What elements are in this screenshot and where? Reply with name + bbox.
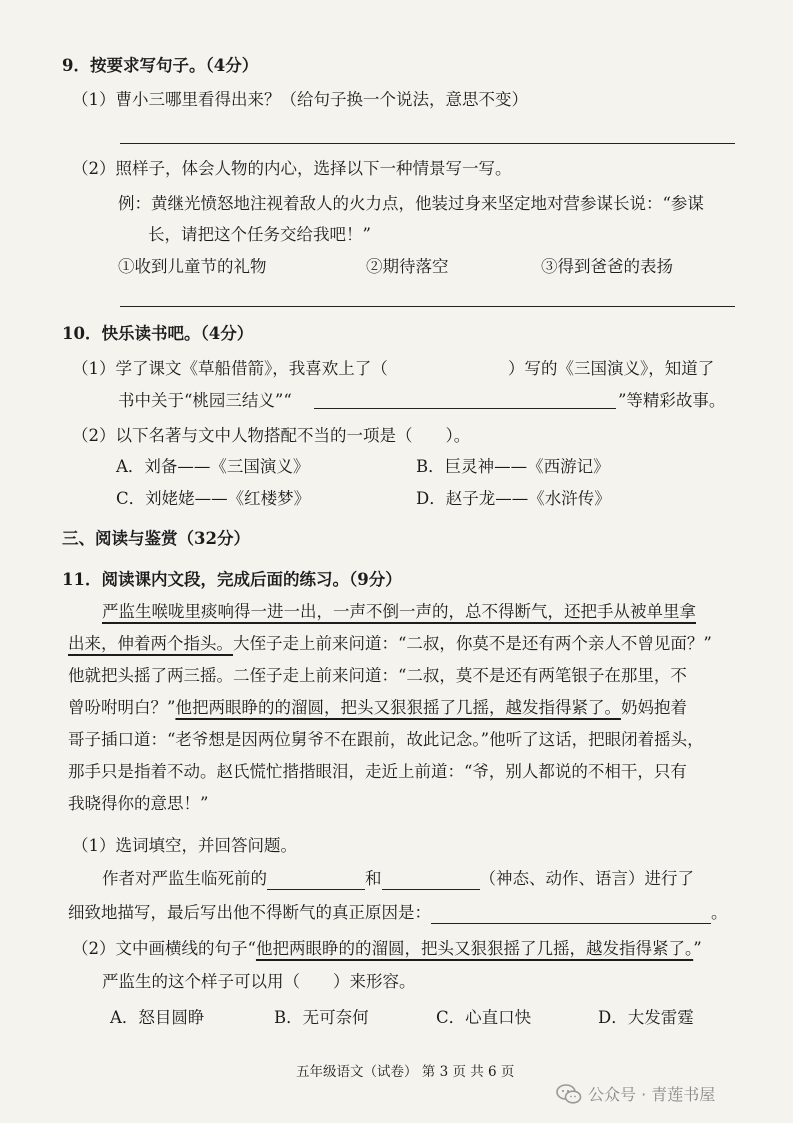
q10-part1-d: ”等精彩故事。	[618, 391, 726, 410]
q10-option-d: D．赵子龙——《水浒传》	[416, 489, 611, 508]
passage-line-2	[68, 633, 712, 655]
wechat-icon	[556, 1084, 582, 1104]
q11-option-d: D．大发雷霆	[598, 1008, 694, 1027]
q10-part2: （2）以下名著与文中人物搭配不当的一项是（ ）。	[72, 426, 471, 445]
passage-text: 奶妈抱着	[620, 698, 687, 717]
fill-blank-1[interactable]	[267, 871, 365, 890]
q10-part1-c: 书中关于“桃园三结义”“	[118, 391, 292, 410]
prompt-text: （神态、动作、语言）进行了	[479, 869, 694, 888]
q10-part1-a: （1）学了课文《草船借箭》，我喜欢上了（	[72, 359, 388, 378]
q9-part1: （1）曹小三哪里看得出来？（给句子换一个说法，意思不变）	[72, 90, 528, 109]
q10-story-blank[interactable]	[314, 390, 616, 409]
q11-sub1-line2	[68, 902, 728, 924]
page-footer: 五年级语文（试卷） 第 3 页 共 6 页	[296, 1064, 515, 1080]
q10-part1-b: ）写的《三国演义》，知道了	[508, 359, 715, 378]
q9-answer-line-2[interactable]	[120, 306, 735, 307]
quoted-underlined-sentence: 他把两眼睁的的溜圆，把头又狠狠摇了几摇，越发指得紧了。	[255, 939, 694, 958]
passage-line-6: 那手只是指着不动。赵氏慌忙揩揩眼泪，走近上前道：“爷，别人都说的不相干，只有	[68, 762, 687, 781]
prompt-text: ”	[693, 939, 702, 958]
section3-title: 三、阅读与鉴赏（32分）	[62, 529, 250, 548]
q9-part2: （2）照样子，体会人物的内心，选择以下一种情景写一写。	[72, 159, 512, 178]
q9-option-2: ②期待落空	[366, 257, 449, 276]
q11-sub1: （1）选词填空，并回答问题。	[72, 836, 297, 855]
q10-option-a: A．刘备——《三国演义》	[116, 457, 310, 476]
q11-option-b: B．无可奈何	[274, 1008, 369, 1027]
q11-title: 11．阅读课内文段，完成后面的练习。（9分）	[62, 570, 402, 589]
prompt-text: 作者对严监生临死前的	[102, 869, 267, 888]
prompt-text: 和	[365, 869, 382, 888]
passage-line-4	[68, 697, 687, 719]
passage-line-7: 我晓得你的意思！”	[68, 794, 209, 813]
q11-sub1-line1	[102, 868, 694, 890]
prompt-text: 。	[711, 903, 728, 922]
watermark-text: 公众号 · 青莲书屋	[588, 1085, 716, 1104]
q9-option-3: ③得到爸爸的表扬	[541, 257, 673, 276]
q9-option-1: ①收到儿童节的礼物	[118, 257, 267, 276]
underlined-sentence-2: 他把两眼睁的的溜圆，把头又狠狠摇了几摇，越发指得紧了。	[175, 698, 621, 717]
q10-option-c: C．刘姥姥——《红楼梦》	[116, 489, 311, 508]
q9-example-line1: 例：黄继光愤怒地注视着敌人的火力点，他装过身来坚定地对营参谋长说：“参谋	[118, 194, 704, 213]
q11-option-a: A．怒目圆睁	[110, 1008, 205, 1027]
fill-blank-2[interactable]	[382, 871, 480, 890]
q11-option-c: C．心直口快	[436, 1008, 532, 1027]
passage-line-1	[102, 601, 696, 623]
watermark	[556, 1082, 715, 1105]
passage-line-5: 哥子插口道：“老爷想是因两位舅爷不在跟前，故此记念。”他听了这话，把眼闭着摇头，	[68, 730, 704, 749]
underlined-sentence-1: 严监生喉咙里痰响得一进一出，一声不倒一声的，总不得断气，还把手从被单里拿	[102, 602, 696, 621]
prompt-text: （2）文中画横线的句子“	[72, 939, 256, 958]
q11-sub2-line1	[72, 938, 702, 960]
underlined-sentence-1-end: 出来，伸着两个指头。	[68, 634, 233, 653]
passage-text: 曾吩咐明白？”	[68, 698, 176, 717]
q10-option-b: B．巨灵神——《西游记》	[416, 457, 610, 476]
q11-sub2-line2: 严监生的这个样子可以用（ ）来形容。	[102, 972, 416, 991]
q9-title: 9．按要求写句子。（4分）	[62, 56, 259, 75]
reason-blank[interactable]	[431, 905, 711, 924]
q9-example-line2: 长，请把这个任务交给我吧！”	[148, 225, 371, 244]
passage-line-3: 他就把头摇了两三摇。二侄子走上前来问道：“二叔，莫不是还有两笔银子在那里，不	[68, 666, 687, 685]
passage-text: 大侄子走上前来问道：“二叔，你莫不是还有两个亲人不曾见面？”	[233, 634, 712, 653]
prompt-text: 细致地描写，最后写出他不得断气的真正原因是：	[68, 903, 431, 922]
q9-answer-line-1[interactable]	[120, 143, 735, 144]
q10-title: 10．快乐读书吧。（4分）	[62, 324, 254, 343]
